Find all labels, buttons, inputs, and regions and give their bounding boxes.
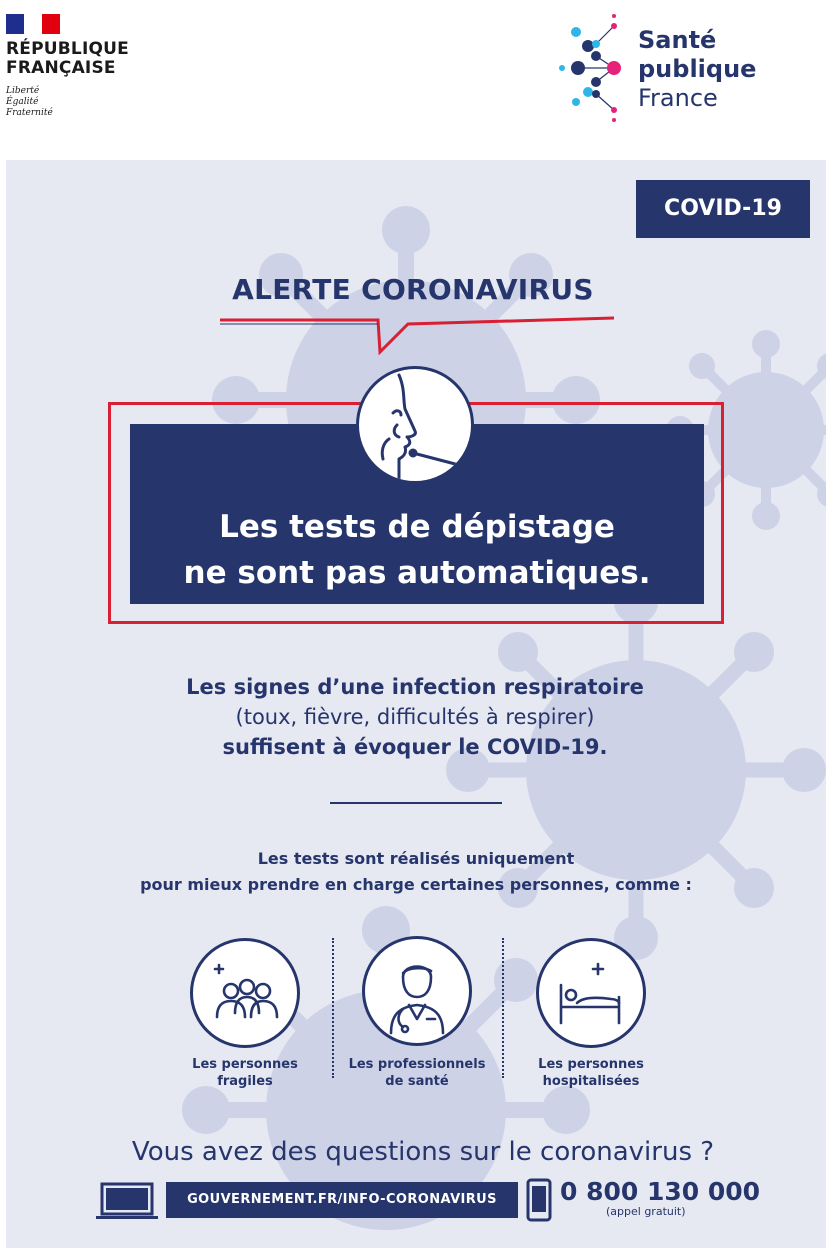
tests-line-1: Les tests sont réalisés uniquement <box>257 849 575 868</box>
info-coronavirus-link[interactable]: GOUVERNEMENT.FR/INFO-CORONAVIRUS <box>166 1182 518 1218</box>
separator-line <box>330 802 502 804</box>
nasal-swab-icon <box>356 366 474 484</box>
phone-number[interactable]: 0 800 130 000 <box>560 1177 761 1206</box>
signs-line-2: (toux, fièvre, difficultés à respirer) <box>235 705 595 729</box>
french-flag-icon <box>6 14 60 34</box>
sante-publique-france-wordmark <box>638 26 756 113</box>
divider-dotted <box>502 938 504 1078</box>
covid-19-badge: COVID-19 <box>636 180 810 238</box>
speech-bubble-underline-icon <box>218 312 618 356</box>
mobile-phone-icon <box>526 1178 552 1222</box>
phone-note: (appel gratuit) <box>606 1205 686 1218</box>
alert-title: ALERTE CORONAVIRUS <box>232 273 594 306</box>
persona-label-fragile: Les personnes fragiles <box>192 1057 298 1089</box>
signs-line-1: Les signes d’une infection respiratoire <box>186 675 644 699</box>
tests-line-2: pour mieux prendre en charge certaines personnes, comme : <box>140 875 692 894</box>
persona-label-hospitalized: Les personnes hospitalisées <box>538 1057 644 1089</box>
questions-heading: Vous avez des questions sur le coronavirus ? <box>131 1137 715 1167</box>
persona-label-professionals: Les professionnels de santé <box>348 1057 486 1089</box>
alert-main-message: Les tests de dépistage ne sont pas automatiques. <box>183 509 651 591</box>
republique-francaise-title: RÉPUBLIQUE FRANÇAISE <box>6 39 129 78</box>
spf-line-2: publique <box>638 55 757 83</box>
laptop-icon <box>94 1182 160 1222</box>
sante-publique-france-logo-icon <box>556 12 636 124</box>
group-plus-icon <box>190 938 300 1048</box>
signs-paragraph <box>100 672 730 762</box>
doctor-icon <box>362 936 472 1046</box>
tests-paragraph <box>80 846 752 898</box>
republique-motto: Liberté Égalité Fraternité <box>6 86 53 118</box>
signs-line-3: suffisent à évoquer le COVID-19. <box>222 735 608 759</box>
hospital-bed-icon <box>536 938 646 1048</box>
spf-line-1: Santé <box>638 26 717 54</box>
spf-line-3: France <box>638 84 718 112</box>
